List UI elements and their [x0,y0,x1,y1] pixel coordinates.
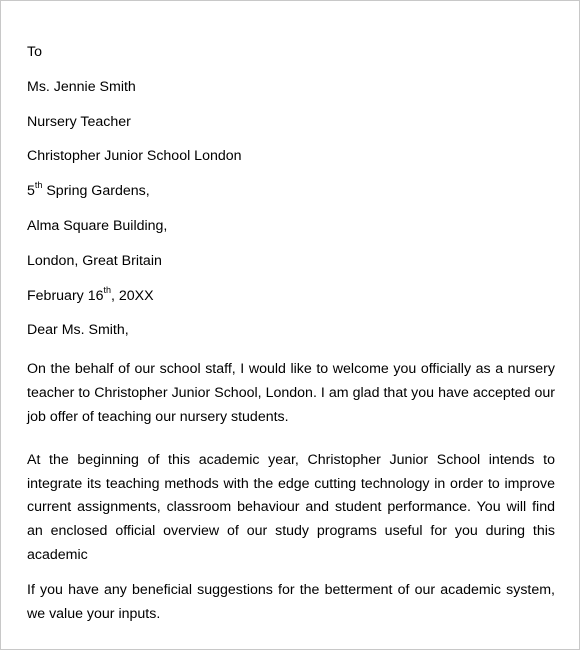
street-number-suffix: th [34,180,43,191]
recipient-building: Alma Square Building, [27,217,168,234]
salutation: Dear Ms. Smith, [27,322,129,339]
letter-body [27,42,555,626]
recipient-city: London, Great Britain [27,252,162,269]
date-month-day: February 16 [27,287,104,304]
recipient-title: Nursery Teacher [27,113,131,130]
recipient-to-label: To [27,44,42,60]
paragraph-suggestions: If you have any beneficial suggestions for the betterment of our academic system, we value your inputs. [27,582,555,622]
paragraph-academic-year: At the beginning of this academic year, Christopher Junior School intends to integrate its teaching methods with the edge cutting technology in order to improve current assignments, classroom behaviour and student performance. You will find an enclosed official overview of our study programs useful for you during this academic [27,452,555,563]
recipient-name: Ms. Jennie Smith [27,78,136,95]
recipient-school: Christopher Junior School London [27,148,242,165]
street-number: 5 [27,183,35,200]
paragraph-welcome: On the behalf of our school staff, I would like to welcome you officially as a nursery teacher to Christopher Junior School, London. I am glad that you have accepted our job offer of teaching our nursery students. [27,361,555,425]
recipient-street [27,181,555,216]
letter-date [27,286,555,321]
street-name: Spring Gardens, [42,183,150,200]
date-day-suffix: th [103,284,112,295]
date-year: , 20XX [111,287,154,304]
